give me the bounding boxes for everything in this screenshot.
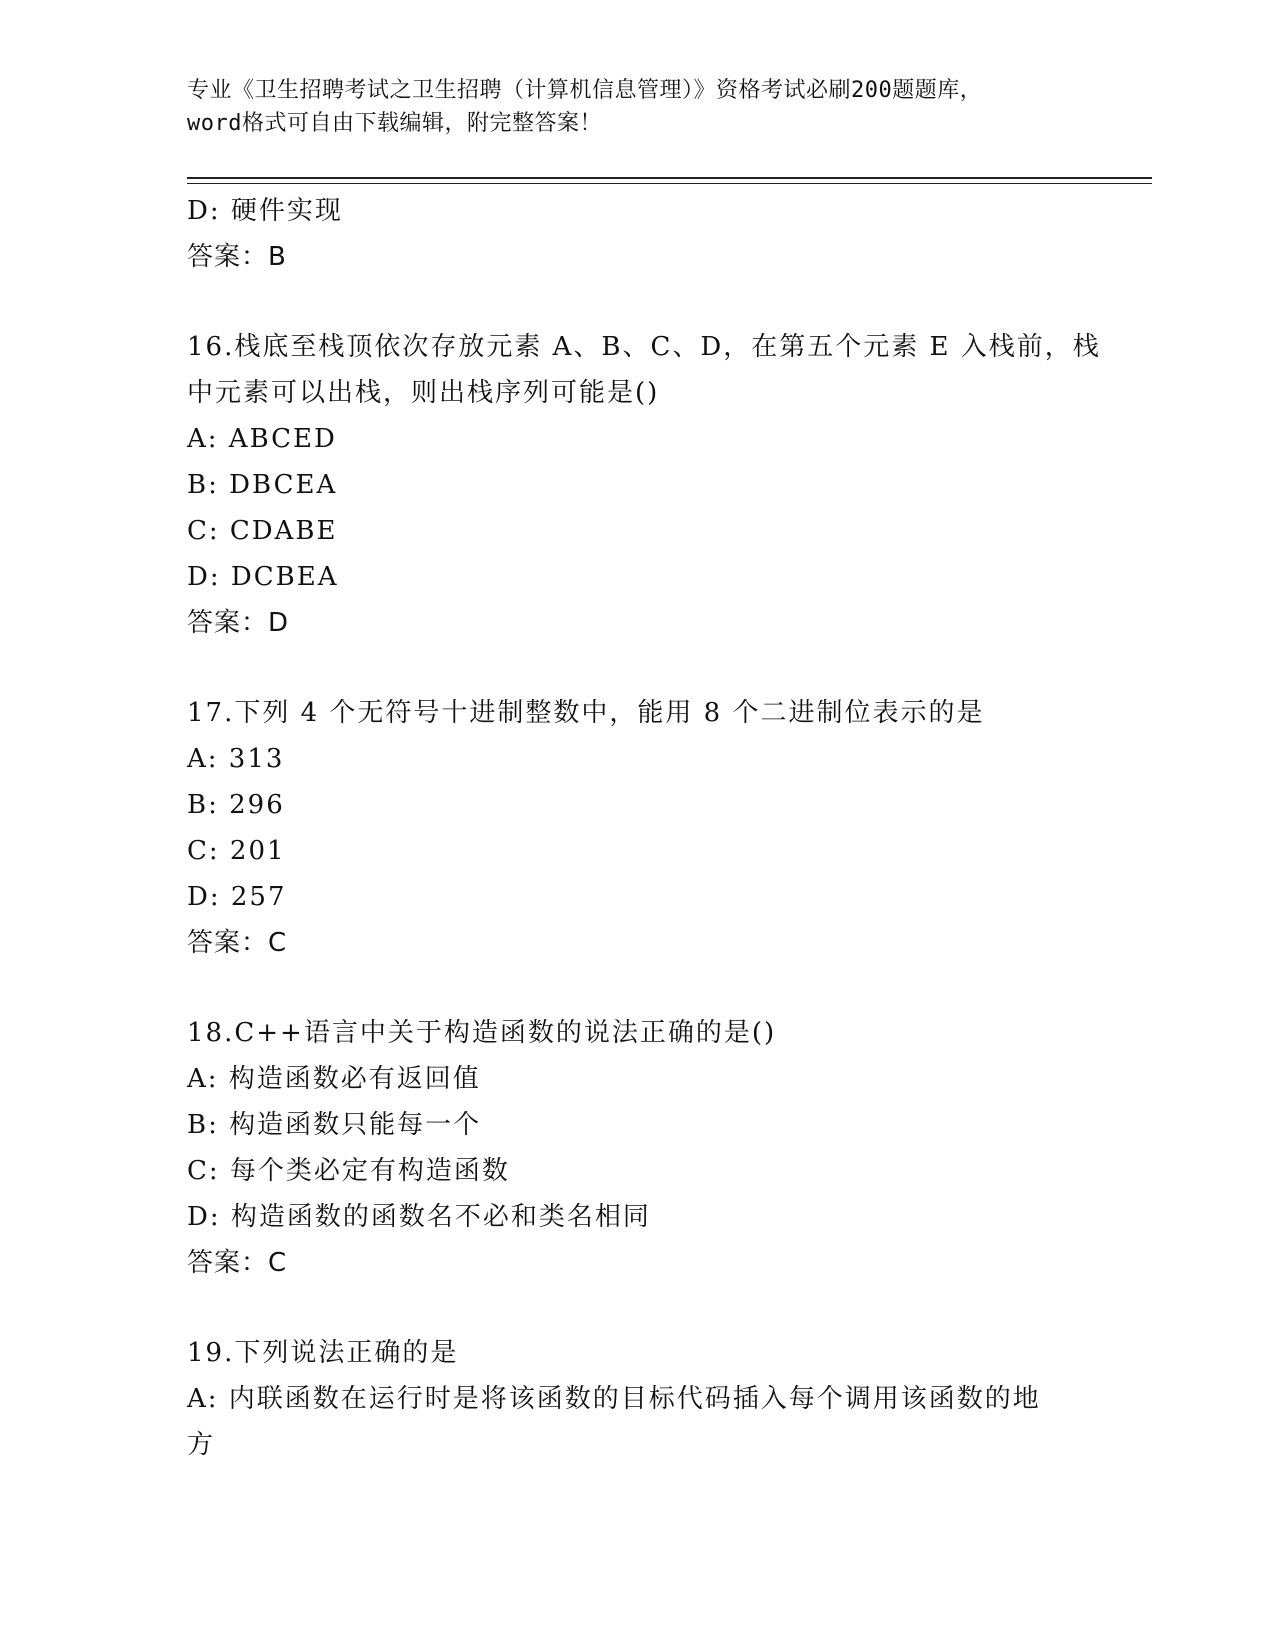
option-a: A: 313: [187, 744, 285, 774]
option-d: D: 硬件实现: [187, 196, 343, 226]
answer-line: 答案：C: [187, 1248, 288, 1278]
question-19: [187, 1330, 1087, 1468]
header-line-2: word格式可自由下载编辑，附完整答案！: [187, 111, 602, 136]
answer-line: 答案：C: [187, 928, 288, 958]
question-stem-line: 19.下列说法正确的是: [187, 1338, 459, 1368]
question-gap: [187, 966, 1087, 1010]
question-list: [187, 188, 1101, 1468]
page-header: [187, 74, 1087, 140]
question-stem-line: 18.C++语言中关于构造函数的说法正确的是(): [187, 1018, 777, 1048]
option-c: C: 201: [187, 836, 286, 866]
header-divider-thin: [187, 183, 1152, 184]
option-d: D: 构造函数的函数名不必和类名相同: [187, 1202, 651, 1232]
option-a: A: 内联函数在运行时是将该函数的目标代码插入每个调用该函数的地: [187, 1384, 1041, 1414]
question-17: [187, 690, 1087, 966]
option-b: B: 296: [187, 790, 285, 820]
answer-line: 答案：B: [187, 242, 287, 272]
question-16: [187, 324, 1101, 646]
header-line-1: 专业《卫生招聘考试之卫生招聘（计算机信息管理）》资格考试必刷200题题库，: [187, 78, 983, 103]
question-stem-line: 中元素可以出栈，则出栈序列可能是(): [187, 378, 660, 408]
question-gap: [187, 1286, 1087, 1330]
option-a: A: 构造函数必有返回值: [187, 1064, 481, 1094]
answer-line: 答案：D: [187, 608, 290, 638]
option-a: A: ABCED: [187, 424, 337, 454]
previous-question-tail: [187, 188, 1087, 280]
option-c: C: 每个类必定有构造函数: [187, 1156, 510, 1186]
question-gap: [187, 280, 1087, 324]
option-b: B: DBCEA: [187, 470, 338, 500]
option-c: C: CDABE: [187, 516, 338, 546]
question-stem-line: 17.下列 4 个无符号十进制整数中，能用 8 个二进制位表示的是: [187, 698, 985, 728]
option-a-continued: 方: [187, 1430, 216, 1460]
option-b: B: 构造函数只能每一个: [187, 1110, 482, 1140]
question-stem-line: 16.栈底至栈顶依次存放元素 A、B、C、D，在第五个元素 E 入栈前，栈: [187, 332, 1101, 362]
header-divider-thick: [187, 177, 1152, 179]
option-d: D: DCBEA: [187, 562, 339, 592]
question-gap: [187, 646, 1087, 690]
option-d: D: 257: [187, 882, 287, 912]
question-18: [187, 1010, 1087, 1286]
